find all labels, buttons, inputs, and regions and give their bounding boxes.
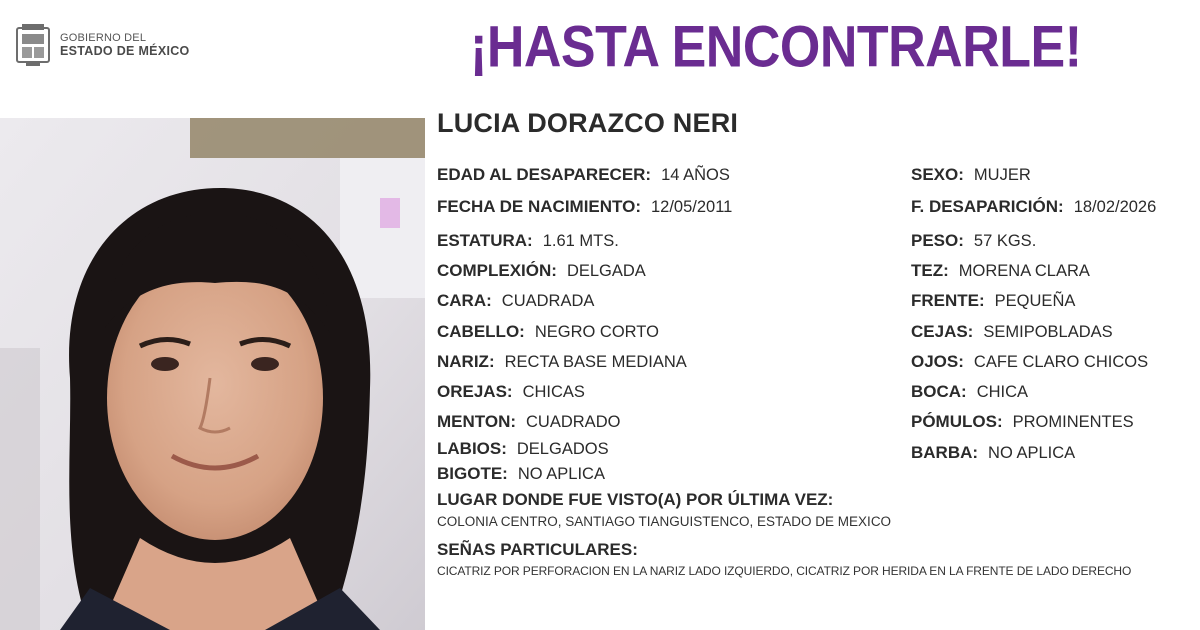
field-label: FRENTE: (911, 291, 985, 310)
headline: ¡HASTA ENCONTRARLE! (470, 15, 1082, 81)
field-value: PROMINENTES (1012, 413, 1134, 431)
field-label: BARBA: (911, 443, 979, 462)
field-ojos (911, 352, 1148, 372)
field-label: NARIZ: (437, 352, 495, 371)
field-label: BOCA: (911, 382, 967, 401)
field-edad (437, 165, 730, 185)
field-frente (911, 291, 1075, 311)
field-value: 1.61 MTS. (542, 232, 619, 250)
field-value: RECTA BASE MEDIANA (504, 353, 687, 371)
field-label: PESO: (911, 231, 964, 250)
field-label: FECHA DE NACIMIENTO: (437, 197, 641, 216)
field-value: MORENA CLARA (958, 262, 1090, 280)
field-value: CAFE CLARO CHICOS (973, 353, 1149, 371)
field-value: 18/02/2026 (1073, 198, 1157, 216)
field-label: EDAD AL DESAPARECER: (437, 165, 652, 184)
field-peso (911, 231, 1036, 251)
field-menton (437, 412, 620, 432)
marks-title: SEÑAS PARTICULARES: (437, 540, 638, 559)
field-pomulos (911, 412, 1134, 432)
field-value: NO APLICA (517, 465, 605, 483)
field-label: SEXO: (911, 165, 964, 184)
field-label: TEZ: (911, 261, 949, 280)
logo-line-2: ESTADO DE MÉXICO (60, 44, 190, 58)
field-value: 14 AÑOS (661, 166, 730, 184)
field-value: NO APLICA (988, 444, 1076, 462)
field-cejas (911, 322, 1113, 342)
field-complexion (437, 261, 646, 281)
field-label: CARA: (437, 291, 492, 310)
field-value: DELGADOS (516, 440, 609, 458)
state-seal-icon (14, 22, 52, 68)
field-bigote (437, 464, 605, 484)
field-value: CHICA (976, 383, 1029, 401)
field-label: MENTON: (437, 412, 517, 431)
field-barba (911, 443, 1075, 463)
field-value: CUADRADA (501, 292, 595, 310)
field-value: MUJER (973, 166, 1031, 184)
field-value: NEGRO CORTO (534, 323, 659, 341)
field-label: CABELLO: (437, 322, 525, 341)
field-sexo (911, 165, 1031, 185)
field-label: F. DESAPARICIÓN: (911, 197, 1064, 216)
field-value: PEQUEÑA (994, 292, 1076, 310)
last-seen-text: COLONIA CENTRO, SANTIAGO TIANGUISTENCO, ESTADO DE MEXICO (437, 514, 892, 529)
field-fecha-desaparicion (911, 197, 1156, 217)
field-value: SEMIPOBLADAS (983, 323, 1113, 341)
person-name: LUCIA DORAZCO NERI (437, 108, 739, 138)
field-nariz (437, 352, 687, 372)
field-orejas (437, 382, 585, 402)
field-value: 12/05/2011 (651, 198, 733, 216)
logo-line-1: GOBIERNO DEL (60, 32, 147, 44)
field-fecha-nacimiento (437, 197, 732, 217)
field-value: CHICAS (522, 383, 585, 401)
field-boca (911, 382, 1028, 402)
person-photo (0, 118, 425, 630)
government-logo (14, 22, 190, 68)
field-value: 57 KGS. (973, 232, 1037, 250)
field-labios (437, 439, 609, 459)
marks-text: CICATRIZ POR PERFORACION EN LA NARIZ LADO IZQUIERDO, CICATRIZ POR HERIDA EN LA FRENTE DE LADO DERECHO (437, 564, 1132, 578)
field-label: PÓMULOS: (911, 412, 1003, 431)
field-cabello (437, 322, 659, 342)
field-label: OREJAS: (437, 382, 513, 401)
field-value: CUADRADO (526, 413, 621, 431)
field-label: OJOS: (911, 352, 964, 371)
field-label: ESTATURA: (437, 231, 533, 250)
field-label: LABIOS: (437, 439, 507, 458)
field-label: CEJAS: (911, 322, 974, 341)
field-estatura (437, 231, 619, 251)
field-value: DELGADA (566, 262, 646, 280)
last-seen-title: LUGAR DONDE FUE VISTO(A) POR ÚLTIMA VEZ: (437, 490, 834, 509)
field-tez (911, 261, 1090, 281)
field-cara (437, 291, 594, 311)
field-label: BIGOTE: (437, 464, 508, 483)
field-label: COMPLEXIÓN: (437, 261, 557, 280)
